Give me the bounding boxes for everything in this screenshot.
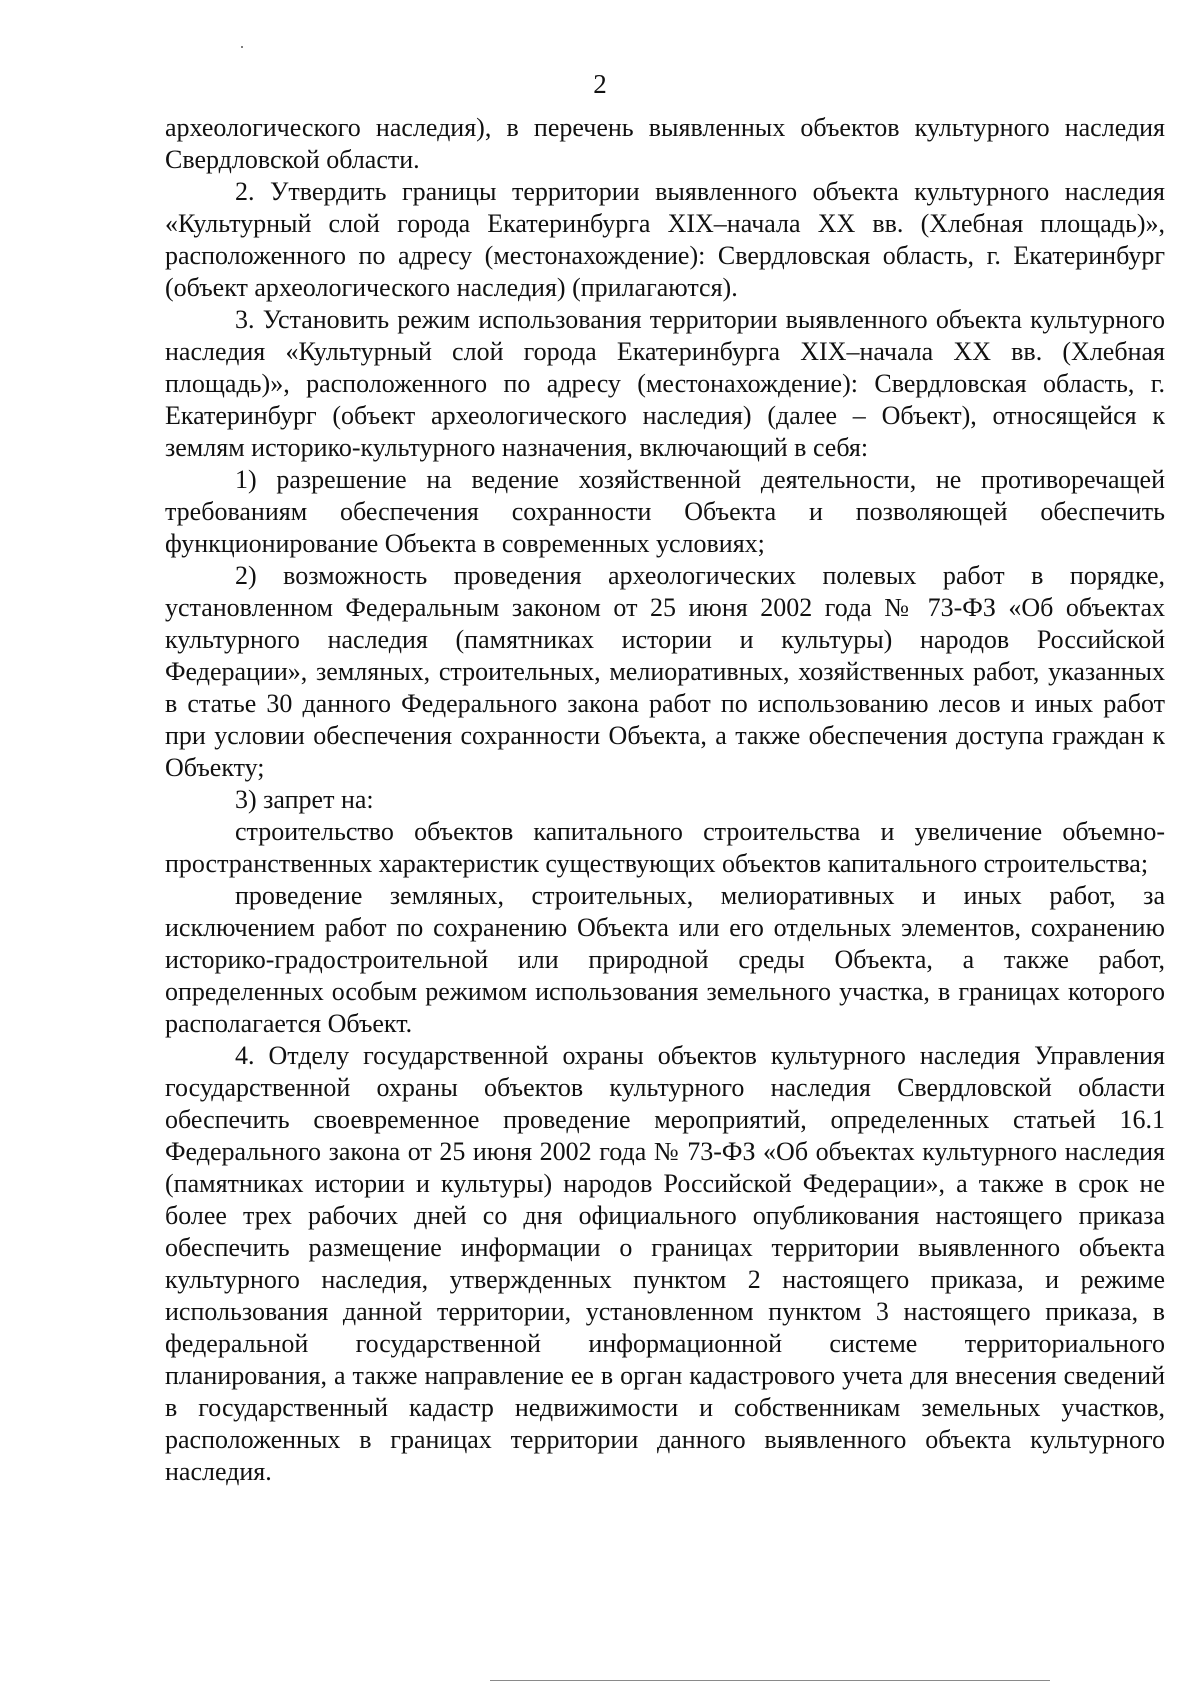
page-number: 2 — [593, 69, 607, 99]
paragraph-item-3-regime: 3. Установить режим использования территории выявленного объекта культурного наследия «Культурный слой города Екатеринбурга XIX–начала XX вв. (Хлебная площадь)», расположенного по адресу (местонахождение): Свердловская область, г. Екатеринбург (объект археологического наследия) (далее – Объект), относящейся к землям историко-культурного назначения, включающий в себя: — [165, 305, 1165, 462]
document-body — [165, 112, 1165, 1488]
paragraph-continuation: археологического наследия), в перечень выявленных объектов культурного наследия Свердловской области. — [165, 113, 1165, 174]
footer-rule — [490, 1680, 1050, 1681]
paragraph-subitem-1-permission: 1) разрешение на ведение хозяйственной деятельности, не противоречащей требованиям обеспечения сохранности Объекта и позволяющей обеспечить функционирование Объекта в современных условиях; — [165, 465, 1165, 558]
paragraph-subitem-3-prohibition: 3) запрет на: — [235, 785, 374, 814]
scan-speck — [241, 46, 243, 48]
paragraph-item-2-boundaries: 2. Утвердить границы территории выявленного объекта культурного наследия «Культурный слой города Екатеринбурга XIX–начала XX вв. (Хлебная площадь)», расположенного по адресу (местонахождение): Свердловская область, г. Екатеринбург (объект археологического наследия) (прилагаются). — [165, 177, 1165, 302]
paragraph-prohibition-works: проведение земляных, строительных, мелиоративных и иных работ, за исключением работ по сохранению Объекта или его отдельных элементов, сохранению историко-градостроительной или природной среды Объекта, а также работ, определенных особым режимом использования земельного участка, в границах которого располагается Объект. — [165, 881, 1165, 1038]
paragraph-subitem-2-possibility: 2) возможность проведения археологических полевых работ в порядке, установленном Федеральным законом от 25 июня 2002 года № 73-ФЗ «Об объектах культурного наследия (памятниках истории и культуры) народов Российской Федерации», земляных, строительных, мелиоративных, хозяйственных работ, указанных в статье 30 данного Федерального закона работ по использованию лесов и иных работ при условии обеспечения сохранности Объекта, а также обеспечения доступа граждан к Объекту; — [165, 561, 1165, 782]
paragraph-item-4-department: 4. Отделу государственной охраны объектов культурного наследия Управления государственной охраны объектов культурного наследия Свердловской области обеспечить своевременное проведение мероприятий, определенных статьей 16.1 Федерального закона от 25 июня 2002 года № 73-ФЗ «Об объектах культурного наследия (памятниках истории и культуры) народов Российской Федерации», а также в срок не более трех рабочих дней со дня официального опубликования настоящего приказа обеспечить размещение информации о границах территории выявленного объекта культурного наследия, утвержденных пунктом 2 настоящего приказа, и режиме использования данной территории, установленном пунктом 3 настоящего приказа, в федеральной государственной информационной системе территориального планирования, а также направление ее в орган кадастрового учета для внесения сведений в государственный кадастр недвижимости и собственникам земельных участков, расположенных в границах территории данного выявленного объекта культурного наследия. — [165, 1041, 1165, 1486]
paragraph-prohibition-construction: строительство объектов капитального строительства и увеличение объемно-пространственных характеристик существующих объектов капитального строительства; — [165, 817, 1165, 878]
